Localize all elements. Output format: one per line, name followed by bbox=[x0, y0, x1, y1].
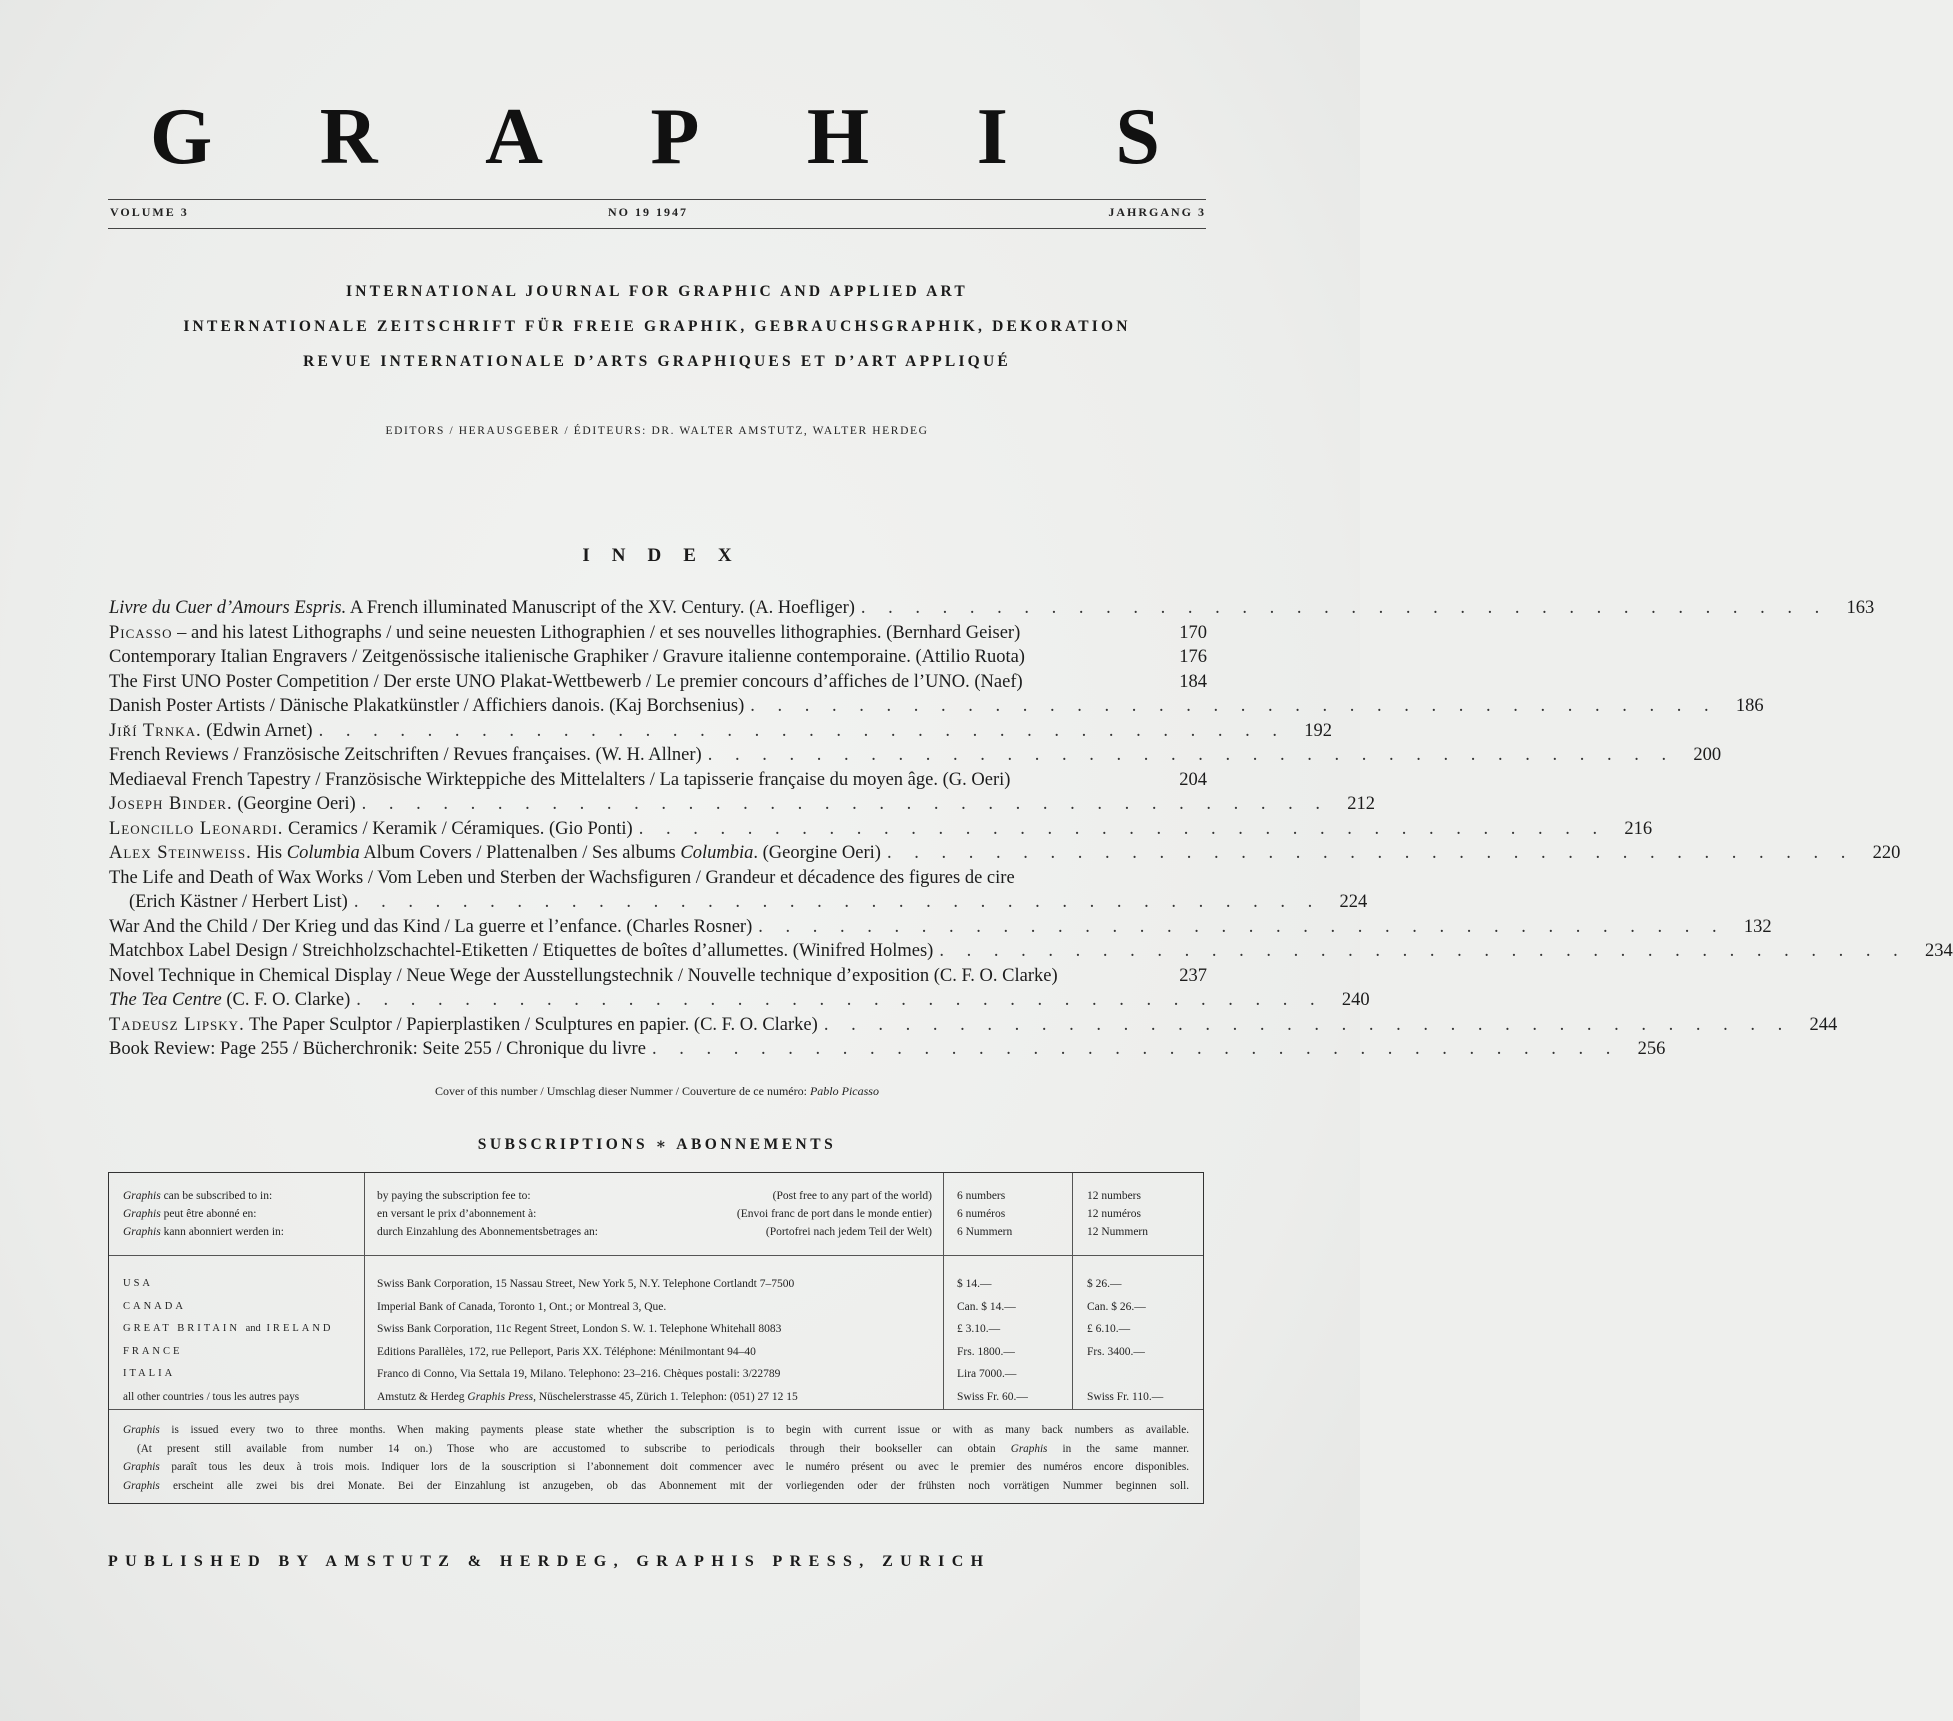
pay-text: by paying the subscription fee to: bbox=[377, 1190, 531, 1202]
price-six: $ 14.— bbox=[957, 1278, 992, 1290]
pay-text: en versant le prix d’abonnement à: bbox=[377, 1208, 537, 1220]
entry-text: War And the Child / Der Krieg und das Kind / La guerre et l’enfance. (Charles Rosner) bbox=[109, 916, 753, 937]
header-pay bbox=[377, 1187, 932, 1241]
entry-text: – and his latest Lithographs / und seine neuesten Lithographien / et ses nouvelles lithographies. (Bernhard Geiser) bbox=[172, 622, 1021, 643]
address-text: , Nüschelerstrasse 45, Zürich 1. Telephon: (051) 27 12 15 bbox=[533, 1390, 798, 1403]
country-and: and bbox=[245, 1323, 261, 1334]
entry-italic: Columbia bbox=[286, 843, 360, 863]
index-entry bbox=[109, 966, 1207, 991]
note-text: is issued every two to three months. When making payments please state whether the subscription is to begin with current issue or with as many back numbers as available. bbox=[159, 1424, 1189, 1436]
header-where bbox=[123, 1187, 284, 1241]
six-issues-label: 6 Nummern bbox=[957, 1226, 1013, 1238]
issue-number: NO 19 1947 bbox=[608, 205, 688, 219]
dot-leader: . . . . . . . . . . . . . . . . . . . . . . . . . . . . . . . . . . . . bbox=[886, 843, 1855, 863]
where-text: peut être abonné en: bbox=[160, 1208, 257, 1220]
subscriptions-heading: SUBSCRIPTIONS ∗ ABONNEMENTS bbox=[477, 1136, 837, 1153]
country-part: IRELAND bbox=[260, 1323, 334, 1334]
page-number: 220 bbox=[1872, 843, 1901, 863]
graphis-italic: Graphis bbox=[123, 1226, 161, 1238]
where-text: can be subscribed to in: bbox=[160, 1190, 273, 1202]
address-column bbox=[377, 1273, 932, 1408]
cover-artist: Pablo Picasso bbox=[809, 1084, 879, 1098]
entry-title bbox=[109, 892, 348, 913]
postage-note: (Post free to any part of the world) bbox=[772, 1190, 932, 1202]
subtitle-french: REVUE INTERNATIONALE D’ARTS GRAPHIQUES ET D’ART APPLIQUÉ bbox=[303, 353, 1011, 370]
entry-author-name: Tadeusz Lipsky. bbox=[109, 1014, 245, 1035]
entry-title bbox=[109, 843, 881, 864]
entry-title bbox=[109, 917, 752, 938]
price-six: Frs. 1800.— bbox=[957, 1345, 1015, 1358]
note-line bbox=[123, 1421, 1189, 1440]
graphis-italic: Graphis bbox=[123, 1208, 161, 1220]
page-number: 170 bbox=[1179, 622, 1207, 643]
price-six: Swiss Fr. 60.— bbox=[957, 1390, 1028, 1403]
entry-title bbox=[109, 1039, 646, 1060]
graphis-italic: Graphis bbox=[123, 1424, 160, 1436]
jahrgang-label: JAHRGANG 3 bbox=[1108, 205, 1206, 219]
entry-title bbox=[109, 868, 1015, 889]
entry-text: (Erich Kästner / Herbert List) bbox=[129, 892, 348, 912]
entry-title bbox=[109, 966, 1058, 987]
index-entry bbox=[109, 1014, 1838, 1040]
masthead-letter: A bbox=[485, 93, 543, 181]
dot-leader: . . . . . . . . . . . . . . . . . . . . . . . . . . . . . . . . . . . . bbox=[318, 720, 1286, 741]
graphis-italic: Graphis bbox=[123, 1190, 161, 1202]
subtitle-german: INTERNATIONALE ZEITSCHRIFT FÜR FREIE GRAPHIK, GEBRAUCHSGRAPHIK, DEKORATION bbox=[183, 318, 1131, 335]
six-issues-label: 6 numbers bbox=[957, 1190, 1006, 1202]
entry-title bbox=[109, 819, 633, 840]
entry-text: Contemporary Italian Engravers / Zeitgenössische italienische Graphiker / Gravure italienne contemporaine. (Attilio Ruota) bbox=[109, 647, 1025, 667]
country-name bbox=[123, 1318, 334, 1341]
masthead-letter: G bbox=[150, 93, 213, 181]
twelve-issues-label: 12 Nummern bbox=[1087, 1226, 1149, 1238]
entry-title bbox=[109, 745, 702, 766]
page-number: 204 bbox=[1179, 769, 1207, 790]
where-line bbox=[123, 1187, 284, 1205]
bank-address bbox=[377, 1386, 932, 1409]
page-number: 256 bbox=[1637, 1039, 1666, 1059]
page-number: 244 bbox=[1809, 1014, 1838, 1035]
index-entry bbox=[109, 941, 1953, 966]
dot-leader: . . . . . . . . . . . . . . . . . . . . . . . . . . . . . . . . . . . . bbox=[823, 1014, 1792, 1035]
dot-leader: . . . . . . . . . . . . . . . . . . . . . . . . . . . . . . . . . . . . bbox=[860, 598, 1829, 618]
price-twelve: $ 26.— bbox=[1087, 1278, 1122, 1290]
dot-leader: . . . . . . . . . . . . . . . . . . . . . . . . . . . . . . . . . . . . bbox=[361, 794, 1330, 814]
index-entry bbox=[109, 598, 1875, 623]
index-entry bbox=[109, 720, 1332, 746]
entry-text: (Georgine Oeri) bbox=[232, 794, 356, 814]
entry-text: The Life and Death of Wax Works / Vom Leben und Sterben der Wachsfiguren / Grandeur et décadence des figures de cire bbox=[109, 867, 1015, 888]
index-entry bbox=[109, 892, 1368, 917]
publisher-line: PUBLISHED BY AMSTUTZ & HERDEG, GRAPHIS PRESS, ZURICH bbox=[108, 1553, 991, 1570]
pay-line bbox=[377, 1187, 932, 1205]
index-entry bbox=[109, 916, 1772, 942]
index-entry bbox=[109, 623, 1207, 648]
index-entry bbox=[109, 818, 1653, 844]
index-entry bbox=[109, 745, 1722, 770]
graphis-italic: Graphis bbox=[1010, 1442, 1048, 1455]
country-name: USA bbox=[123, 1278, 154, 1289]
index-heading: INDEX bbox=[582, 545, 754, 566]
price-six: Lira 7000.— bbox=[957, 1368, 1017, 1380]
entry-author-name: Leoncillo Leonardi. bbox=[109, 818, 284, 839]
twelve-issue-price-column bbox=[1087, 1273, 1163, 1408]
where-line bbox=[123, 1205, 284, 1223]
entry-author-name: Alex Steinweiss. bbox=[109, 843, 252, 863]
page-number: 234 bbox=[1924, 941, 1953, 961]
country-name: ITALIA bbox=[123, 1368, 176, 1379]
price-six: £ 3.10.— bbox=[957, 1323, 1001, 1335]
table-divider bbox=[109, 1409, 1203, 1410]
column-divider bbox=[1072, 1173, 1073, 1409]
page-number: 192 bbox=[1304, 720, 1332, 741]
index-entry bbox=[109, 794, 1376, 819]
entry-text: The Paper Sculptor / Papierplastiken / Sculptures en papier. (C. F. O. Clarke) bbox=[244, 1014, 818, 1035]
entry-text: Ceramics / Keramik / Céramiques. (Gio Ponti) bbox=[283, 818, 633, 839]
entry-text: A French illuminated Manuscript of the XV. Century. (A. Hoefliger) bbox=[346, 598, 855, 618]
header-twelve bbox=[1087, 1187, 1148, 1241]
page-number: 176 bbox=[1179, 647, 1207, 667]
price-twelve bbox=[1087, 1363, 1163, 1386]
entry-text: Matchbox Label Design / Streichholzschachtel-Etiketten / Etiquettes de boîtes d’allumettes. (Winifred Holmes) bbox=[109, 941, 934, 961]
page-number: 212 bbox=[1347, 794, 1376, 814]
bank-address: Editions Parallèles, 172, rue Pelleport, Paris XX. Téléphone: Ménilmontant 94–40 bbox=[377, 1345, 756, 1358]
page-number: 184 bbox=[1179, 671, 1207, 692]
index-entry bbox=[109, 647, 1207, 672]
bank-address: Imperial Bank of Canada, Toronto 1, Ont.; or Montreal 3, Que. bbox=[377, 1300, 667, 1313]
entry-title bbox=[109, 598, 855, 619]
graphis-italic: Graphis bbox=[123, 1479, 160, 1492]
entry-text: Book Review: Page 255 / Bücherchronik: Seite 255 / Chronique du livre bbox=[109, 1039, 646, 1059]
graphis-italic: Graphis bbox=[123, 1461, 160, 1473]
entry-text: Novel Technique in Chemical Display / Neue Wege der Ausstellungstechnik / Nouvelle technique d’exposition (C. F. O. Clarke) bbox=[109, 965, 1058, 986]
note-text: paraît tous les deux à trois mois. Indiquer lors de la souscription si l’abonnement doit commencer avec le numéro présent ou avec le premier des numéros encore disponibles. bbox=[159, 1461, 1189, 1473]
pay-text: durch Einzahlung des Abonnementsbetrages an: bbox=[377, 1226, 598, 1238]
page-number: 186 bbox=[1735, 696, 1764, 716]
dot-leader: . . . . . . . . . . . . . . . . . . . . . . . . . . . . . . . . . . . . bbox=[750, 696, 1718, 716]
index-entry bbox=[109, 696, 1764, 721]
entry-text: . (Georgine Oeri) bbox=[753, 843, 881, 863]
index-entry bbox=[109, 843, 1901, 868]
entry-title bbox=[109, 770, 1010, 791]
price-twelve: Frs. 3400.— bbox=[1087, 1345, 1145, 1358]
twelve-issues-label: 12 numbers bbox=[1087, 1190, 1141, 1202]
note-text: in the same manner. bbox=[1047, 1442, 1189, 1455]
page-number: 240 bbox=[1341, 990, 1370, 1010]
dot-leader: . . . . . . . . . . . . . . . . . . . . . . . . . . . . . . . . . . . . bbox=[353, 892, 1322, 912]
bank-address: Swiss Bank Corporation, 15 Nassau Street, New York 5, N.Y. Telephone Cortlandt 7–7500 bbox=[377, 1278, 795, 1290]
entry-text: (C. F. O. Clarke) bbox=[221, 990, 351, 1010]
entry-title bbox=[109, 721, 313, 742]
country-part: GREAT BRITAIN bbox=[123, 1323, 246, 1334]
dot-leader: . . . . . . . . . . . . . . . . . . . . . . . . . . . . . . . . . . . . bbox=[356, 990, 1324, 1010]
column-divider bbox=[943, 1173, 944, 1409]
entry-title bbox=[109, 672, 1023, 693]
entry-text: Danish Poster Artists / Dänische Plakatkünstler / Affichiers danois. (Kaj Borchsenius) bbox=[109, 696, 745, 716]
dot-leader: . . . . . . . . . . . . . . . . . . . . . . . . . . . . . . . . . . . . bbox=[707, 745, 1676, 765]
postage-note: (Portofrei nach jedem Teil der Welt) bbox=[765, 1226, 932, 1238]
entry-title bbox=[109, 990, 350, 1011]
cover-note bbox=[108, 1084, 1206, 1099]
price-six: Can. $ 14.— bbox=[957, 1300, 1016, 1313]
pay-line bbox=[377, 1205, 932, 1223]
price-twelve: Swiss Fr. 110.— bbox=[1087, 1390, 1164, 1403]
masthead-letter: S bbox=[1115, 93, 1160, 181]
note-line bbox=[123, 1440, 1189, 1459]
masthead-title bbox=[150, 92, 1160, 182]
note-line bbox=[123, 1477, 1189, 1496]
price-twelve: £ 6.10.— bbox=[1087, 1323, 1131, 1335]
dot-leader: . . . . . . . . . . . . . . . . . . . . . . . . . . . . . . . . . . . . bbox=[939, 941, 1907, 961]
cover-note-text: Cover of this number / Umschlag dieser Nummer / Couverture de ce numéro: bbox=[435, 1084, 810, 1098]
note-text: (At present still available from number 14 on.) Those who are accustomed to subscribe to periodicals through their bookseller can obtain bbox=[137, 1442, 1011, 1455]
entry-title bbox=[109, 794, 356, 815]
where-line bbox=[123, 1223, 284, 1241]
entry-author-name: Joseph Binder. bbox=[109, 794, 233, 814]
postage-note: (Envoi franc de port dans le monde entier) bbox=[736, 1208, 932, 1220]
note-line bbox=[123, 1458, 1189, 1477]
six-issues-label: 6 numéros bbox=[957, 1208, 1006, 1220]
bank-address: Franco di Conno, Via Settala 19, Milano. Telephono: 23–216. Chèques postali: 3/22789 bbox=[377, 1368, 781, 1380]
page-number: 237 bbox=[1179, 965, 1207, 986]
table-divider bbox=[109, 1255, 1203, 1256]
where-text: kann abonniert werden in: bbox=[160, 1226, 284, 1238]
bank-address: Swiss Bank Corporation, 11c Regent Street, London S. W. 1. Telephone Whitehall 8083 bbox=[377, 1323, 782, 1335]
index-entry bbox=[109, 990, 1370, 1015]
bottom-rule bbox=[108, 228, 1206, 229]
entry-italic-lead: The Tea Centre bbox=[109, 990, 222, 1010]
pay-line bbox=[377, 1223, 932, 1241]
entry-title bbox=[109, 941, 933, 962]
entry-text: Mediaeval French Tapestry / Französische Wirkteppiche des Mittelalters / La tapisserie française du moyen âge. (G. Oeri) bbox=[109, 769, 1011, 790]
page-number: 216 bbox=[1624, 818, 1653, 839]
masthead-letter: I bbox=[976, 93, 1008, 181]
column-divider bbox=[364, 1173, 365, 1409]
entry-title bbox=[109, 623, 1020, 644]
index-entry bbox=[109, 770, 1207, 795]
country-name: FRANCE bbox=[123, 1345, 183, 1357]
entry-author-name: Jiří Trnka. bbox=[109, 720, 202, 741]
masthead-letter: H bbox=[806, 93, 870, 181]
page-number: 224 bbox=[1339, 892, 1368, 912]
entry-text: French Reviews / Französische Zeitschriften / Revues françaises. (W. H. Allner) bbox=[109, 745, 702, 765]
subscription-notes bbox=[123, 1421, 1189, 1495]
page-number: 200 bbox=[1693, 745, 1722, 765]
dot-leader: . . . . . . . . . . . . . . . . . . . . . . . . . . . . . . . . . . . . bbox=[758, 916, 1726, 937]
press-italic: Graphis Press bbox=[467, 1390, 534, 1403]
country-column bbox=[123, 1273, 334, 1408]
entry-italic-lead: Livre du Cuer d’Amours Espris. bbox=[109, 598, 347, 618]
index-entry bbox=[109, 672, 1207, 697]
address-text: Amstutz & Herdeg bbox=[377, 1390, 468, 1403]
index-entry bbox=[109, 868, 1207, 893]
country-name: CANADA bbox=[123, 1300, 186, 1312]
masthead-letter: R bbox=[319, 93, 378, 181]
header-six bbox=[957, 1187, 1012, 1241]
twelve-issues-label: 12 numéros bbox=[1087, 1208, 1141, 1220]
subtitle-english: INTERNATIONAL JOURNAL FOR GRAPHIC AND APPLIED ART bbox=[346, 283, 968, 300]
note-text: erscheint alle zwei bis drei Monate. Bei der Einzahlung ist anzugeben, ob das Abonnement mit der vorliegenden oder der frühsten noch vorrätigen Nummer beginnen soll. bbox=[159, 1479, 1189, 1492]
entry-title bbox=[109, 647, 1025, 668]
subscriptions-table bbox=[108, 1172, 1204, 1504]
entry-author-name: Picasso bbox=[109, 622, 173, 643]
issue-bar bbox=[110, 205, 1206, 223]
six-issue-price-column bbox=[957, 1273, 1028, 1408]
entry-text: His bbox=[251, 843, 287, 863]
masthead-letter: P bbox=[650, 93, 700, 181]
entry-text: The First UNO Poster Competition / Der erste UNO Plakat-Wettbewerb / Le premier concours d’affiches de l’UNO. (Naef) bbox=[109, 671, 1023, 692]
entry-title bbox=[109, 696, 744, 717]
dot-leader: . . . . . . . . . . . . . . . . . . . . . . . . . . . . . . . . . . . . bbox=[651, 1039, 1620, 1059]
price-twelve: Can. $ 26.— bbox=[1087, 1300, 1146, 1313]
entry-text: (Edwin Arnet) bbox=[201, 720, 313, 741]
editors-line: EDITORS / HERAUSGEBER / ÉDITEURS: DR. WALTER AMSTUTZ, WALTER HERDEG bbox=[385, 425, 929, 437]
dot-leader: . . . . . . . . . . . . . . . . . . . . . . . . . . . . . . . . . . . . bbox=[638, 818, 1607, 839]
country-name: all other countries / tous les autres pays bbox=[123, 1390, 300, 1403]
index-entry bbox=[109, 1039, 1666, 1064]
page-number: 163 bbox=[1846, 598, 1875, 618]
entry-italic: Columbia bbox=[680, 843, 754, 863]
top-rule bbox=[108, 199, 1206, 200]
page-number: 132 bbox=[1743, 916, 1772, 937]
entry-text: Album Covers / Plattenalben / Ses albums bbox=[359, 843, 681, 863]
volume-label: VOLUME 3 bbox=[110, 205, 189, 219]
index-list bbox=[109, 598, 1953, 1064]
entry-title bbox=[109, 1015, 818, 1036]
